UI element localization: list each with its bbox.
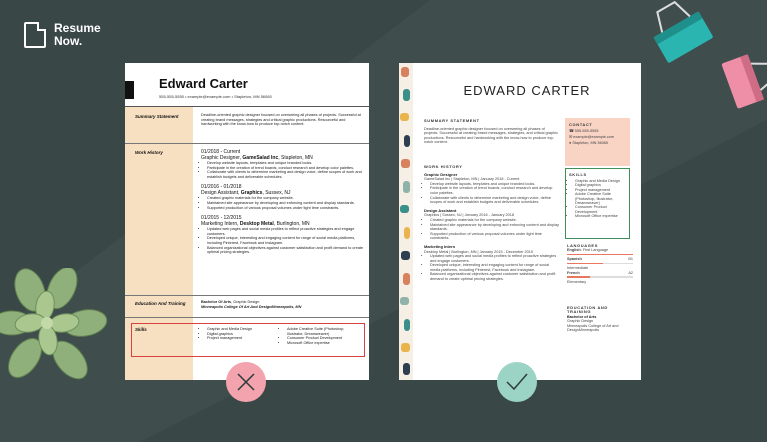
skills-highlight-box-good [565, 168, 630, 239]
job-title: Marketing Intern [424, 243, 456, 249]
summary-label: Summary Statement [135, 114, 179, 119]
resume-name: EDWARD CARTER [463, 83, 591, 98]
succulent-plant-icon [0, 268, 110, 388]
list-item: • Maintained site appearance by developing and enforcing content and display standards. [430, 223, 559, 232]
list-item: • Collaborate with clients to determine marketing and design voice, define scopes of work and establish budgets and deliverable schedules. [430, 196, 559, 205]
list-item: • Participate in the creation of trend boards, conduct research and develop color palettes. [207, 166, 363, 171]
language-level-bar [567, 276, 633, 278]
divider [125, 143, 369, 144]
x-mark-icon [226, 362, 266, 402]
list-item: • Participate in the creation of trend boards, conduct research and develop color palettes. [430, 186, 559, 195]
list-item: • Supported production of various proposal volumes under tight time constraints. [430, 232, 559, 241]
resume-bad-example [125, 63, 369, 380]
language-level-bar [567, 254, 633, 256]
brand-line1: Resume [54, 21, 101, 35]
language-row: English: First Language [567, 248, 609, 253]
contact-section [565, 118, 630, 166]
phone-icon: ☎ [569, 129, 574, 133]
contact-phone: ☎ 555-555-5555 [569, 129, 599, 133]
list-item: • Graphic and Media Design [207, 327, 279, 332]
work-history [201, 149, 363, 255]
resume-name: Edward Carter [159, 76, 248, 91]
list-item: • Consumer Product Development [575, 205, 629, 214]
work-label: Work History [135, 150, 163, 155]
job-title: Marketing Intern, Desktop Metal, Burlington, MN [201, 221, 310, 228]
contact-email: ✉ example@example.com [569, 135, 615, 140]
summary-text: Deadline-oriented graphic designer focused on overseeing all phases of projects. Successful at creating brand messages, strategies, and critical graphic productions. Resourceful and hardworking with the know-how to produce top-notch content. [424, 126, 559, 145]
skills-label: Skills [135, 327, 147, 332]
location-icon: ● [569, 141, 572, 146]
education-section: EDUCATION AND TRAINING Bachelor of Arts Graphic Design Minneapolis College of Art and DesignMinneapolis [567, 306, 633, 332]
list-item: • Digital graphics [207, 332, 279, 337]
resume-contact: 555-555-5555 • example@example.com • Stapleton, MN 56065 [159, 94, 272, 99]
resume-good-example [399, 63, 641, 380]
list-item: • Adobe Creative Suite (Photoshop, Illustrator, Dreamweaver) [575, 192, 629, 205]
list-item: • Updated web pages and social media profiles to reflect proactive strategies and engage customers. [430, 254, 559, 263]
list-item: • Graphic and Media Design [575, 179, 629, 183]
list-item: • Consumer Product Development [287, 336, 361, 341]
list-item: • Created graphic materials for the company website. [207, 196, 363, 201]
job-title: Graphic Designer [424, 171, 458, 177]
education-text: Bachelor Of Arts, Graphic Design Minneapolis College Of Art And DesignMinneapolis, MN [201, 300, 302, 309]
job-dates: 01/2015 - 12/2015 [201, 215, 242, 222]
list-item: • Develop website layouts, templates and unique branded looks. [207, 161, 363, 166]
list-item: • Project management [207, 336, 279, 341]
job-meta: Desktop Metal | Burlington, MN | January 2015 - December 2015 [424, 249, 533, 254]
header-bar [125, 81, 134, 99]
list-item: • Develop website layouts, templates and unique branded looks. [430, 182, 559, 187]
contact-location: ● Stapleton, MN 56065 [569, 141, 609, 146]
languages-section [567, 244, 633, 284]
list-item: • Maintained site appearance by developing and enforcing content and display standards. [207, 201, 363, 206]
languages-label: LANGUAGES [567, 243, 598, 248]
skills-list [201, 327, 279, 341]
contact-label: CONTACT [569, 122, 593, 127]
job-title: Design Assistant [424, 207, 457, 213]
skills-label: SKILLS [569, 172, 587, 177]
list-item: • Project management [575, 188, 629, 192]
job-meta: GameSalad Inc | Stapleton, MN | January 2018 - Current [424, 177, 520, 182]
divider [125, 295, 369, 296]
summary-text: Deadline-oriented graphic designer focused on overseeing all phases of projects. Successful at creating brand messages, strategies and critical graphic productions. Resourceful and hardworking with the know-how to produce top-notch content. [201, 113, 361, 127]
language-level: Intermediate [567, 266, 589, 271]
language-level: Elementary [567, 279, 587, 284]
check-mark-icon [497, 362, 537, 402]
list-item: • Developed unique, interesting and engaging content for range of social media platforms, including Pinterest, Facebook and Instagram. [207, 236, 363, 245]
brand-line2: Now. [54, 34, 83, 48]
divider [125, 317, 369, 318]
list-item: • Supported production of various proposal volumes under tight time constraints. [207, 206, 363, 211]
language-row: French A2 [567, 270, 633, 275]
work-label: WORK HISTORY [424, 164, 463, 169]
job-dates: 01/2018 - Current [201, 149, 241, 155]
decorative-pattern [399, 63, 413, 380]
list-item: • Updated web pages and social media profiles to reflect proactive strategies and engage customers. [207, 227, 363, 236]
job-meta: Graphics | Sussex, NJ | January 2016 - January 2018 [424, 213, 514, 218]
list-item: • Balanced organizational objectives against customer satisfaction and profit demand to create optimal pricing strategies. [430, 272, 559, 281]
education-label: Education And Training [135, 301, 186, 306]
education-label: EDUCATION AND TRAINING [567, 305, 608, 315]
language-level-bar [567, 263, 633, 265]
list-item: • Microsoft Office expertise [287, 341, 361, 346]
list-item: • Developed unique, interesting and engaging content for range of social media platforms, including Pinterest, Facebook and Instagram. [430, 263, 559, 272]
skills-list [281, 327, 361, 345]
job-title: Design Assistant, Graphics, Sussex, NJ [201, 190, 291, 197]
work-history [424, 165, 559, 282]
list-item: • Microsoft Office expertise [575, 214, 629, 218]
summary-label: SUMMARY STATEMENT [424, 118, 480, 123]
list-item: • Created graphic materials for the company website. [430, 218, 559, 223]
brand-logo[interactable] [24, 22, 101, 48]
document-icon [24, 22, 46, 48]
list-item: • Digital graphics [575, 183, 629, 187]
summary-section [424, 119, 559, 145]
job-title: Graphic Designer, GameSalad Inc, Stapleton, MN [201, 155, 313, 161]
list-item: • Adobe Creative Suite (Photoshop, Illustrator, Dreamweaver) [287, 327, 361, 336]
language-row: Spanish B1 [567, 257, 633, 262]
list-item: • Balanced organizational objectives against customer satisfaction and profit demand to create optimal pricing strategies. [207, 246, 363, 255]
email-icon: ✉ [569, 135, 573, 140]
list-item: • Collaborate with clients to determine marketing and design voice, define scopes of work and establish budgets and deliverable schedules. [207, 170, 363, 179]
job-dates: 01/2016 - 01/2018 [201, 184, 242, 191]
binder-clip-icon [645, 0, 767, 125]
